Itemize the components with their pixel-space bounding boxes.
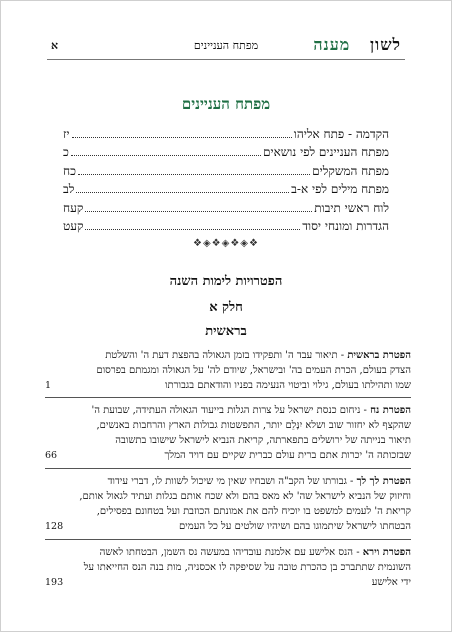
entry-page: 66 [45,450,58,461]
entry-lead: הפטרת נח [370,405,411,416]
toc-row[interactable] [63,127,389,145]
toc-label: מפתח העניינים לפי נושאים [262,145,389,160]
entry-text: - הנס אלישע עם אלמנת עובדיהו במעשה נס השמן, הבטחתו לאשה [99,547,363,558]
toc-label: הקדמה - פתח אליהו [293,127,389,141]
entry-lead: הפטרת בראשית [347,350,411,361]
toc-page: יז [63,127,70,141]
toc-label: הגדרות ומונחי יסוד [302,218,389,233]
entry-divider [45,468,411,469]
section-title: הפטרויות לימות השנה [169,274,283,289]
page-letter: א [51,39,59,52]
toc-label: לוח ראשי תיבות [314,200,389,215]
toc-label: מפתח המשקלים [312,163,389,178]
part-title: חלק א [209,300,243,315]
entry-line [45,545,411,560]
entry-line: השונמית שתתברכ בן כהכרת טובה על שסיפקה לו אכסניה, מות בנה הנס החייאתו על [83,562,411,573]
entry-line: ידי אלישע [371,577,411,588]
toc-page: קעח [63,200,84,215]
entry-line [45,474,411,489]
toc-row[interactable] [63,201,389,219]
toc-row[interactable] [63,182,389,200]
brand-word-1: מענה [313,35,351,54]
brand-logo [313,35,401,55]
entry-line: שמו ותהילתו בעולם, גילוי וביטוי הנעימה בפניו והודאתם בגבורתו [164,380,411,391]
toc-row[interactable] [63,164,389,182]
entry-divider [45,397,411,398]
entry-line: וחיזוק של הנביא לישראל שה' לא מאס בהם ולא שכח אותם בגלות ועתיד לגאול אותם, [79,491,411,502]
entry-lead: הפטרת לך לך [356,476,411,487]
entry-line: תיאור בנייתה של ירושלים בתפארתה, קריאת הנביא לישראל שישובו בתשובה [115,435,411,446]
toc-heading: מפתח העניינים [181,95,271,113]
book-title: בראשית [205,324,247,339]
leader-dots [71,155,261,156]
entry-page: 1 [45,380,52,391]
entry-line: הבטחתו לישראל שיתמוגו בהם ושיהיו שולטים על כל העמים [178,521,411,532]
running-head-title: מפתח העניינים [193,39,259,52]
entry-page: 128 [45,521,64,532]
leader-dots [85,229,300,230]
toc-page: לב [63,182,75,197]
toc-row[interactable] [63,219,389,237]
entry-text: - ניחום כנסת ישראל על צרות הגלות בייעוד הגאולה העתידה, שבועת ה' [91,405,371,416]
entry-line: הצדק בעולם, הכרת העמים בה' ובישראל, שיודם לה' על הגאולה ומגמתם בפרסום [96,365,411,376]
header-rule [47,59,405,60]
entry-line [45,348,411,363]
entry-text: - גבורתו של הקב"ה ושבחיו שאין מי שיכול לשוות לו, דברי עידוד [107,476,357,487]
entry-divider [45,539,411,540]
entry-line: קריאת ה' לעמים למשפט בו יוכיח להם את אמונתם הכוזבת ועל בטחונם בפסילים, [96,506,411,517]
toc-list [63,127,389,237]
haftarah-entry [45,545,411,590]
ornament-divider: ❖◈❖◈❖◈❖ [193,238,259,249]
leader-dots [85,211,312,212]
toc-page: כח [63,163,76,178]
haftarah-entry [45,474,411,534]
leader-dots [72,137,292,138]
leader-dots [76,192,289,193]
entry-line: שבזכותה ה' יכרות אתם ברית עולם כברית שקיים עם דויד המלך [164,450,411,461]
toc-row[interactable] [63,145,389,163]
toc-page: קעט [63,218,84,233]
toc-label: מפתח מילים לפי א-ב [291,182,389,197]
entry-text: - תיאור עבד ה' ותפקידו בזמן הגאולה בהפצת דעת ה' והשלטת [105,350,348,361]
running-head [51,35,401,57]
entry-line [45,403,411,418]
brand-word-2: לשון [370,35,401,54]
entry-lead: הפטרת וירא [362,547,411,558]
toc-page: כ [63,145,69,160]
leader-dots [78,174,310,175]
haftarah-entry [45,348,411,393]
haftarah-entry [45,403,411,463]
entry-page: 193 [45,577,64,588]
entry-line: שהקצף לא יחזור שוב ושלא יִנָּלֵם יותר, התפשטות גבולות הארץ והרחבות באנשים, [96,420,411,431]
